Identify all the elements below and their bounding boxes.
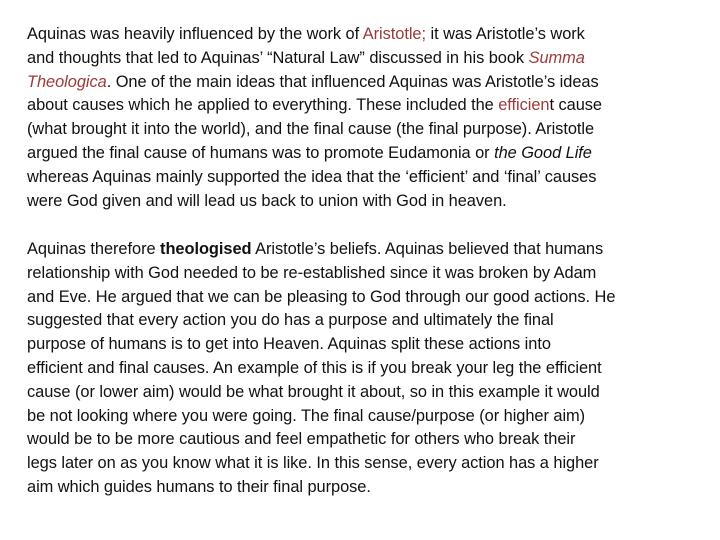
text-run: and thoughts that led to Aquinas’ “Natural Law” discussed in his book bbox=[27, 48, 529, 67]
text-line bbox=[27, 476, 711, 500]
text-run: be not looking where you were going. The final cause/purpose (or higher aim) bbox=[27, 406, 586, 425]
text-line bbox=[27, 118, 711, 142]
paragraph-2 bbox=[27, 238, 711, 500]
text-line bbox=[27, 381, 711, 405]
text-line bbox=[27, 452, 711, 476]
styled-text-run: Theologica bbox=[27, 72, 107, 91]
text-run: (what brought it into the world), and the final cause (the final purpose). Aristotle bbox=[27, 120, 595, 139]
text-run: about causes which he applied to everything. These included the bbox=[27, 96, 499, 115]
text-line bbox=[27, 47, 711, 71]
paragraph-1 bbox=[27, 23, 711, 213]
text-line bbox=[27, 262, 711, 286]
styled-text-run: the Good Life bbox=[494, 143, 592, 162]
text-line bbox=[27, 166, 711, 190]
text-run: would be to be more cautious and feel empathetic for others who break their bbox=[27, 430, 576, 449]
text-line bbox=[27, 238, 711, 262]
text-run: it was Aristotle’s work bbox=[426, 25, 585, 43]
text-run: legs later on as you know what it is like. In this sense, every action has a higher bbox=[27, 454, 599, 473]
text-line bbox=[27, 428, 711, 452]
text-run: . One of the main ideas that influenced Aquinas was Aristotle’s ideas bbox=[106, 72, 599, 91]
text-line bbox=[27, 94, 711, 118]
text-line bbox=[27, 142, 711, 166]
text-run: cause (or lower aim) would be what brought it about, so in this example it would bbox=[27, 382, 600, 401]
text-run: purpose of humans is to get into Heaven. Aquinas split these actions into bbox=[27, 335, 551, 354]
text-run: and Eve. He argued that we can be pleasing to God through our good actions. He bbox=[27, 287, 616, 306]
text-line bbox=[27, 333, 711, 357]
text-line bbox=[27, 71, 711, 95]
styled-text-run: Aristotle; bbox=[362, 25, 426, 43]
text-run: suggested that every action you do has a purpose and ultimately the final bbox=[27, 311, 554, 330]
text-line bbox=[27, 357, 711, 381]
styled-text-run: theologised bbox=[160, 240, 252, 258]
text-run: relationship with God needed to be re-established since it was broken by Adam bbox=[27, 263, 597, 282]
text-line bbox=[27, 23, 711, 47]
text-line bbox=[27, 286, 711, 310]
text-run: Aquinas was heavily influenced by the work of bbox=[27, 25, 363, 43]
styled-text-run: efficien bbox=[498, 96, 550, 115]
text-run: t cause bbox=[549, 96, 602, 115]
text-line bbox=[27, 405, 711, 429]
text-run: were God given and will lead us back to union with God in heaven. bbox=[27, 191, 507, 210]
text-line bbox=[27, 190, 711, 214]
text-run: efficient and final causes. An example of this is if you break your leg the efficient bbox=[27, 358, 602, 377]
text-run: Aquinas therefore bbox=[27, 240, 161, 258]
styled-text-run: Summa bbox=[528, 48, 585, 67]
text-run: aim which guides humans to their final purpose. bbox=[27, 477, 371, 496]
text-run: Aristotle’s beliefs. Aquinas believed that humans bbox=[251, 240, 604, 258]
text-run: argued the final cause of humans was to promote Eudamonia or bbox=[27, 143, 495, 162]
text-run: whereas Aquinas mainly supported the idea that the ‘efficient’ and ‘final’ causes bbox=[27, 167, 597, 186]
text-line bbox=[27, 309, 711, 333]
